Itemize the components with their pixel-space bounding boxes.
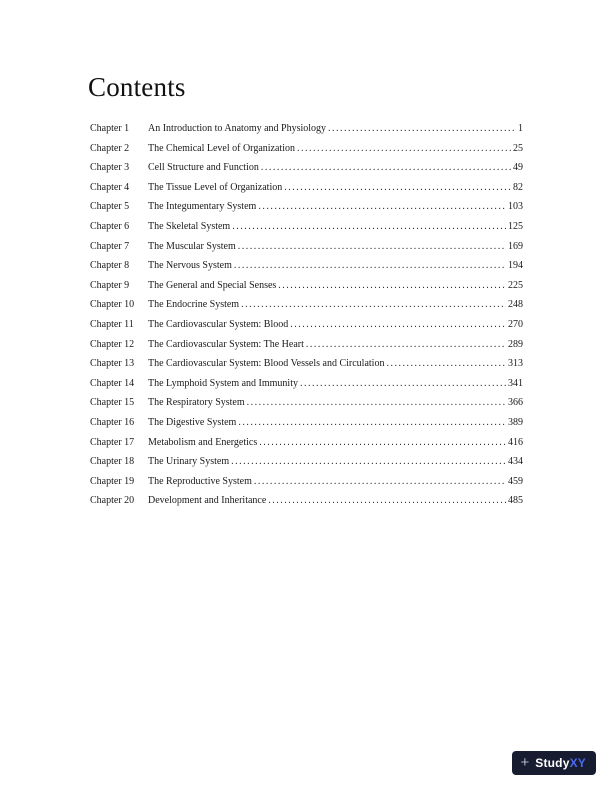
- chapter-label: Chapter 16: [90, 416, 135, 428]
- chapter-title: The General and Special Senses: [148, 279, 277, 291]
- page-number: 270: [508, 318, 523, 330]
- logo-study: Study: [535, 756, 570, 770]
- dot-leader: [297, 143, 511, 154]
- chapter-title: The Respiratory System: [148, 397, 245, 409]
- dot-leader: [268, 495, 506, 506]
- dot-leader: [238, 241, 506, 252]
- chapter-label: Chapter 6: [90, 220, 130, 232]
- page-number: 289: [508, 338, 523, 350]
- dot-leader: [386, 358, 506, 369]
- chapter-label: Chapter 12: [90, 338, 135, 350]
- dot-leader: [232, 221, 506, 232]
- dot-leader: [259, 437, 506, 448]
- toc-row: [90, 182, 523, 202]
- page-number: 313: [508, 358, 523, 370]
- chapter-label: Chapter 8: [90, 260, 130, 272]
- dot-leader: [238, 417, 506, 428]
- page-number: 459: [508, 475, 523, 487]
- chapter-label: Chapter 14: [90, 377, 135, 389]
- dot-leader: [241, 299, 506, 310]
- chapter-title: The Cardiovascular System: The Heart: [148, 338, 304, 350]
- toc-row: [90, 437, 523, 457]
- toc-row: [90, 417, 523, 437]
- page-number: 485: [508, 495, 523, 507]
- page-number: 341: [508, 377, 523, 389]
- chapter-title: The Integumentary System: [148, 201, 257, 213]
- page-number: 49: [513, 162, 523, 174]
- chapter-label: Chapter 17: [90, 436, 135, 448]
- chapter-title: The Tissue Level of Organization: [148, 181, 283, 193]
- dot-leader: [284, 182, 511, 193]
- chapter-title: The Lymphoid System and Immunity: [148, 377, 298, 389]
- page-number: 225: [508, 279, 523, 291]
- dot-leader: [261, 162, 511, 173]
- dot-leader: [278, 280, 506, 291]
- logo-text: [535, 756, 586, 770]
- chapter-title: Metabolism and Energetics: [148, 436, 258, 448]
- toc-row: [90, 456, 523, 476]
- chapter-title: Cell Structure and Function: [148, 162, 259, 174]
- toc-row: [90, 162, 523, 182]
- chapter-label: Chapter 3: [90, 162, 130, 174]
- page-number: 194: [508, 260, 523, 272]
- toc-row: [90, 123, 523, 143]
- chapter-title: The Cardiovascular System: Blood: [148, 318, 289, 330]
- toc-row: [90, 397, 523, 417]
- page-number: 366: [508, 397, 523, 409]
- plus-icon: +: [520, 753, 530, 771]
- page-number: 1: [518, 123, 523, 134]
- dot-leader: [290, 319, 506, 330]
- page-number: 169: [508, 240, 523, 252]
- toc-row: [90, 221, 523, 241]
- page-number: 82: [513, 181, 523, 193]
- toc-row: [90, 201, 523, 221]
- chapter-title: The Nervous System: [148, 260, 232, 272]
- dot-leader: [328, 123, 516, 134]
- chapter-label: Chapter 9: [90, 279, 130, 291]
- dot-leader: [234, 260, 506, 271]
- page-number: 389: [508, 416, 523, 428]
- chapter-label: Chapter 5: [90, 201, 130, 213]
- chapter-title: Development and Inheritance: [148, 495, 267, 507]
- dot-leader: [258, 201, 506, 212]
- toc-row: [90, 319, 523, 339]
- page-number: 416: [508, 436, 523, 448]
- dot-leader: [247, 397, 506, 408]
- chapter-label: Chapter 19: [90, 475, 135, 487]
- toc-row: [90, 378, 523, 398]
- dot-leader: [300, 378, 506, 389]
- toc-row: [90, 339, 523, 359]
- chapter-title: The Cardiovascular System: Blood Vessels and Circulation: [148, 358, 385, 370]
- chapter-label: Chapter 4: [90, 181, 130, 193]
- toc-row: [90, 299, 523, 319]
- studyxy-logo: [512, 751, 596, 775]
- chapter-title: The Urinary System: [148, 456, 230, 468]
- page-number: 125: [508, 220, 523, 232]
- toc-list: [90, 123, 523, 515]
- dot-leader: [306, 339, 506, 350]
- page-number: 434: [508, 456, 523, 468]
- page-number: 103: [508, 201, 523, 213]
- chapter-label: Chapter 2: [90, 142, 130, 154]
- toc-row: [90, 260, 523, 280]
- chapter-title: The Endocrine System: [148, 299, 240, 311]
- toc-row: [90, 358, 523, 378]
- page-number: 248: [508, 299, 523, 311]
- toc-row: [90, 495, 523, 515]
- chapter-label: Chapter 20: [90, 495, 135, 507]
- logo-xy: XY: [569, 756, 586, 770]
- toc-row: [90, 280, 523, 300]
- page-title: Contents: [88, 72, 186, 102]
- toc-row: [90, 476, 523, 496]
- chapter-title: The Reproductive System: [148, 475, 252, 487]
- chapter-label: Chapter 11: [90, 318, 134, 330]
- chapter-label: Chapter 13: [90, 358, 135, 370]
- toc-row: [90, 241, 523, 261]
- chapter-title: The Digestive System: [148, 416, 237, 428]
- chapter-label: Chapter 15: [90, 397, 135, 409]
- chapter-title: The Muscular System: [148, 240, 236, 252]
- chapter-label: Chapter 1: [90, 123, 130, 134]
- dot-leader: [254, 476, 506, 487]
- chapter-title: An Introduction to Anatomy and Physiology: [148, 123, 327, 134]
- toc-row: [90, 143, 523, 163]
- chapter-label: Chapter 7: [90, 240, 130, 252]
- chapter-title: The Chemical Level of Organization: [148, 142, 295, 154]
- chapter-label: Chapter 10: [90, 299, 135, 311]
- chapter-title: The Skeletal System: [148, 220, 231, 232]
- chapter-label: Chapter 18: [90, 456, 135, 468]
- dot-leader: [231, 456, 506, 467]
- page-number: 25: [513, 142, 523, 154]
